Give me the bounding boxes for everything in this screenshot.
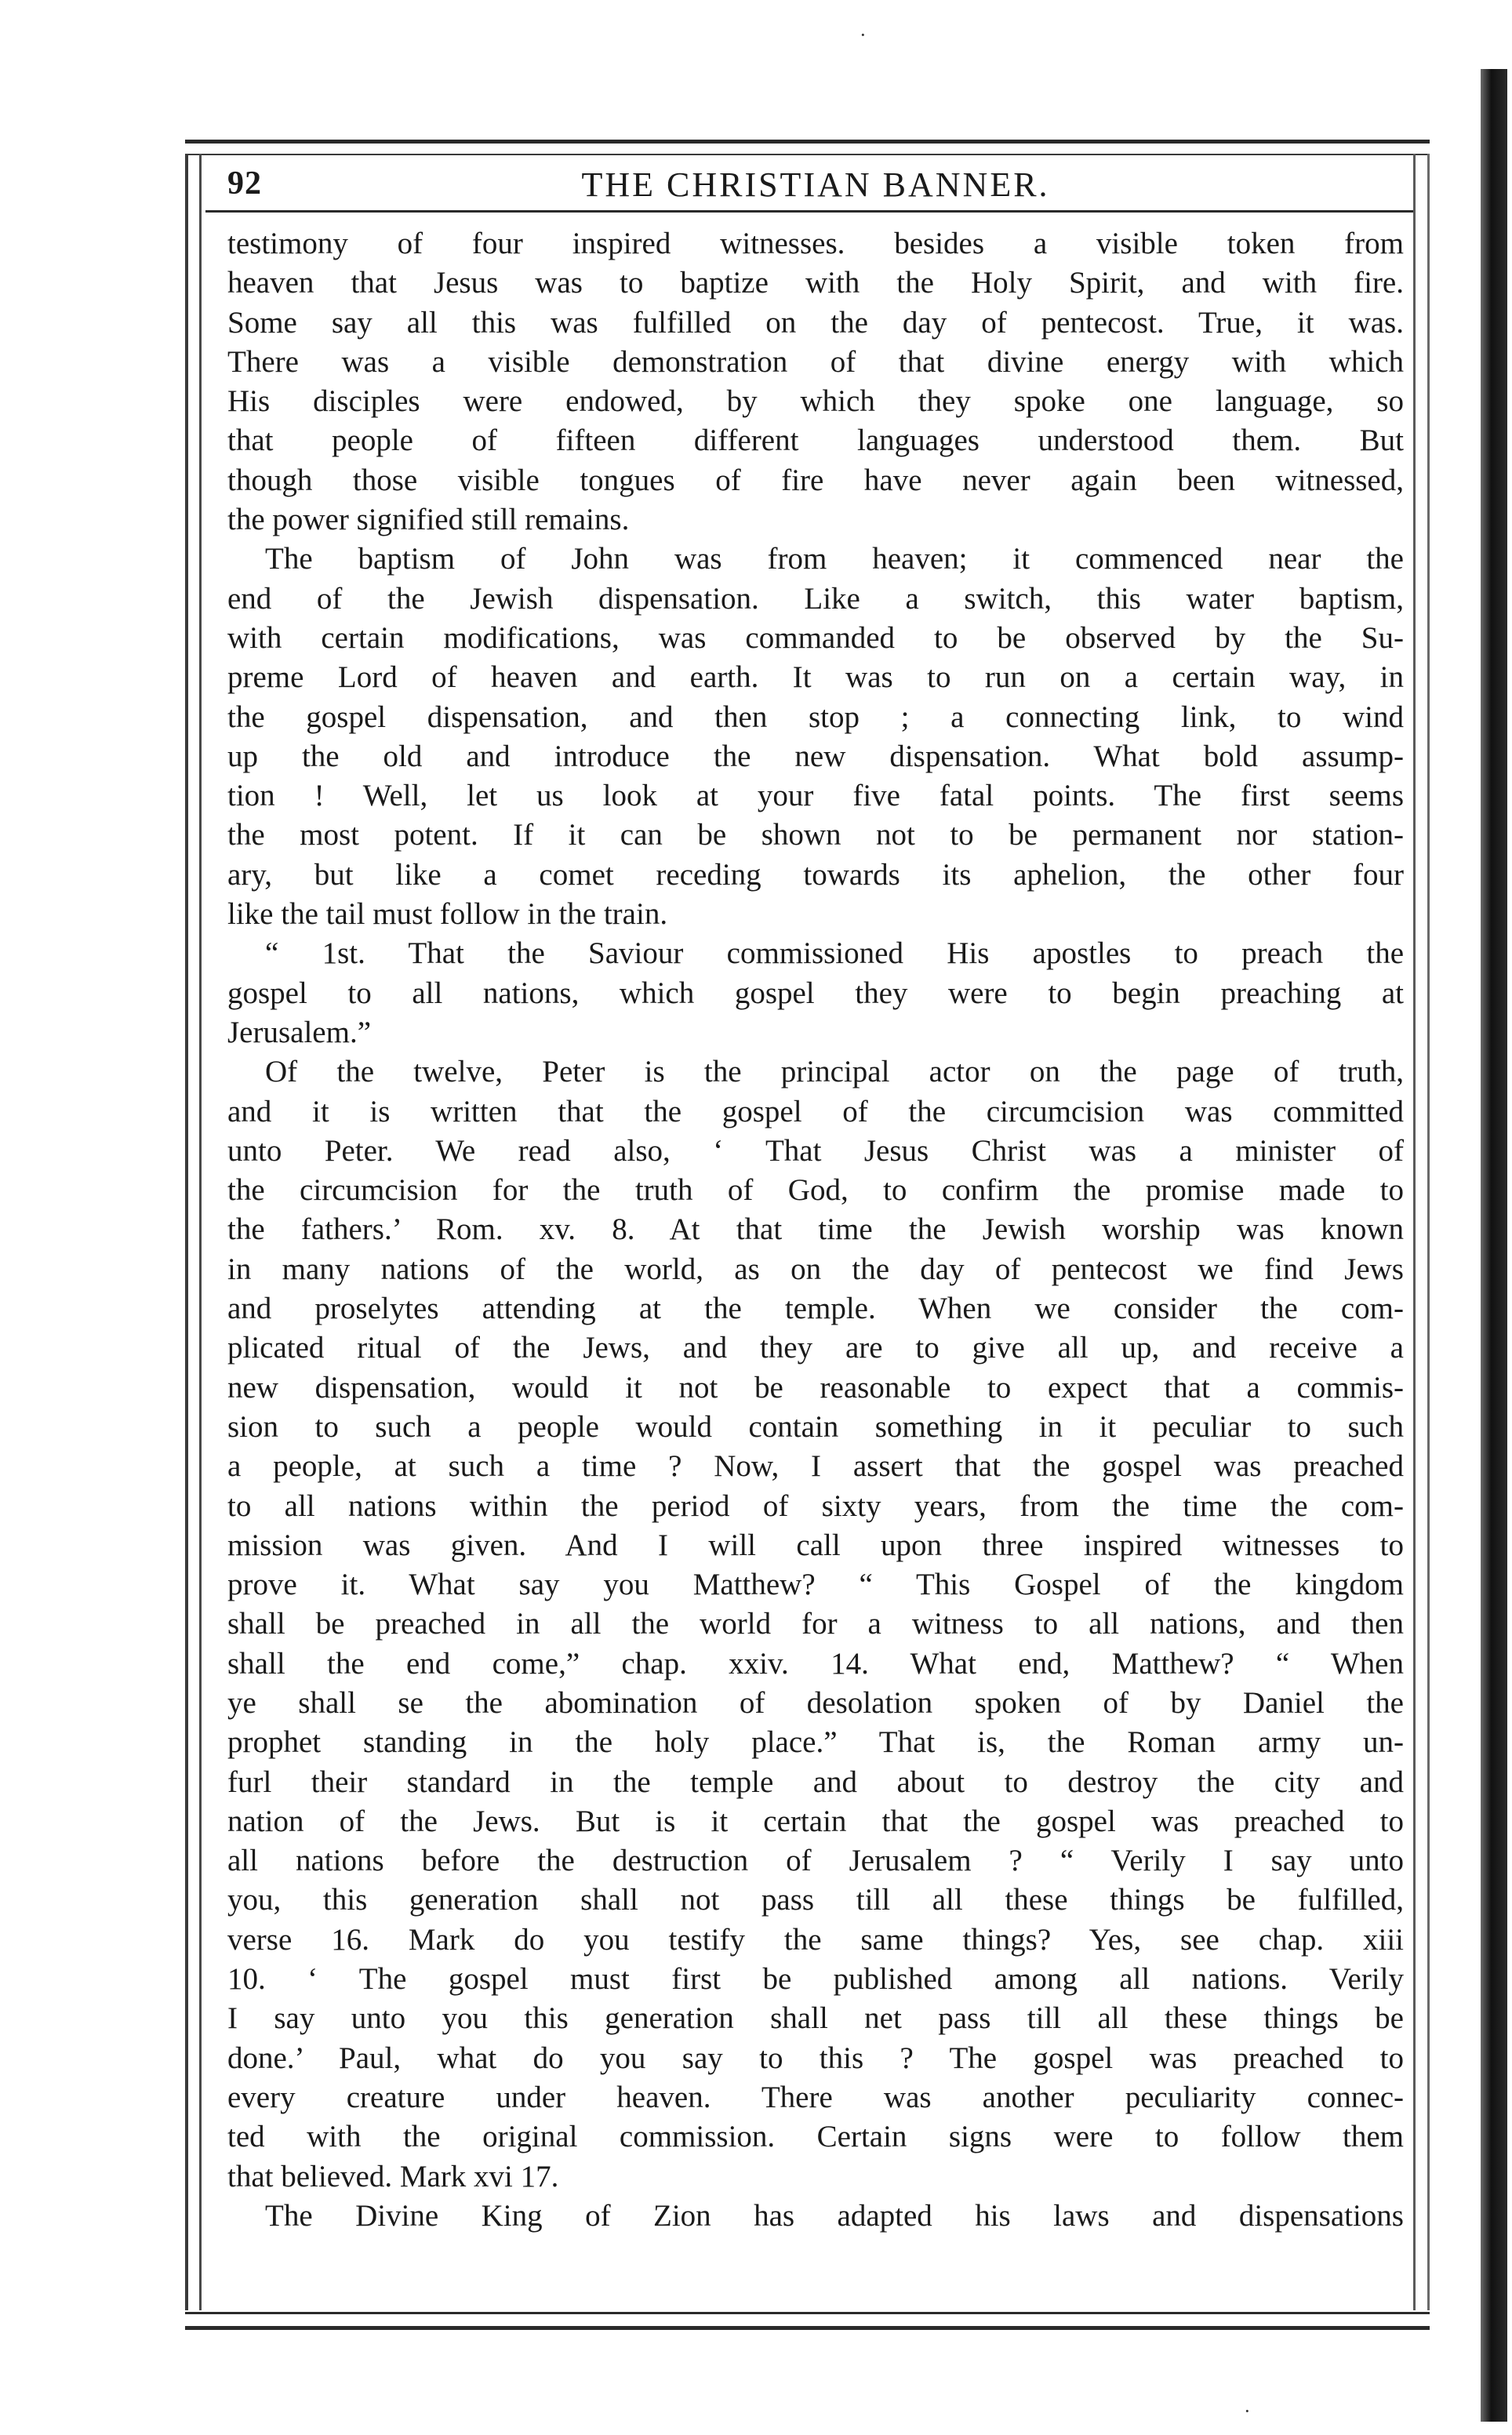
- text-line: plicated ritual of the Jews, and they are to give all up, and receive a: [227, 1331, 1404, 1365]
- text-line: the most potent. If it can be shown not to be permanent nor station-: [227, 818, 1404, 852]
- text-line: mission was given. And I will call upon three inspired witnesses to: [227, 1528, 1404, 1562]
- right-border-rule-inner: [1413, 154, 1416, 2310]
- text-line: Of the twelve, Peter is the principal actor on the page of truth,: [265, 1055, 1404, 1089]
- text-line: The Divine King of Zion has adapted his laws and dispensations: [265, 2198, 1404, 2233]
- bottom-border-rule-inner: [185, 2312, 1430, 2314]
- text-line: the fathers.’ Rom. xv. 8. At that time the Jewish worship was known: [227, 1212, 1404, 1247]
- text-line: There was a visible demonstration of that divine energy with which: [227, 344, 1404, 379]
- text-line: testimony of four inspired witnesses. besides a visible token from: [227, 227, 1404, 260]
- right-border-rule: [1427, 154, 1430, 2310]
- text-line: Jerusalem.”: [227, 1015, 372, 1049]
- text-line: and it is written that the gospel of the circumcision was committed: [227, 1094, 1404, 1128]
- page-number: 92: [227, 165, 262, 202]
- text-line: up the old and introduce the new dispensation. What bold assump-: [227, 739, 1404, 773]
- text-line: every creature under heaven. There was another peculiarity connec-: [227, 2080, 1404, 2114]
- text-line: a people, at such a time ? Now, I assert that the gospel was preached: [227, 1449, 1404, 1484]
- text-line: that people of fifteen different languages understood them. But: [227, 423, 1404, 458]
- text-line: heaven that Jesus was to baptize with the Holy Spirit, and with fire.: [227, 266, 1404, 300]
- text-line: prophet standing in the holy place.” That is, the Roman army un-: [227, 1725, 1404, 1760]
- book-spine-shadow: [1481, 69, 1507, 2422]
- bottom-border-rule: [185, 2326, 1430, 2330]
- text-line: I say unto you this generation shall net pass till all these things be: [227, 2001, 1404, 2036]
- text-line: ye shall se the abomination of desolation spoken of by Daniel the: [227, 1685, 1404, 1720]
- speck: ·: [1244, 2400, 1251, 2422]
- text-line: all nations before the destruction of Jerusalem ? “ Verily I say unto: [227, 1844, 1404, 1878]
- text-line: preme Lord of heaven and earth. It was to run on a certain way, in: [227, 660, 1404, 695]
- left-border-rule-inner: [199, 154, 202, 2310]
- text-line: Some say all this was fulfilled on the day of pentecost. True, it was.: [227, 305, 1404, 340]
- text-line: in many nations of the world, as on the day of pentecost we find Jews: [227, 1252, 1404, 1286]
- text-line: the gospel dispensation, and then stop ; a connecting link, to wind: [227, 700, 1404, 734]
- text-line: with certain modifications, was commanded to be observed by the Su-: [227, 620, 1404, 655]
- text-line: like the tail must follow in the train.: [227, 897, 668, 932]
- text-line: sion to such a people would contain something in it peculiar to such: [227, 1409, 1404, 1444]
- text-line: 10. ‘ The gospel must first be published among all nations. Verily: [227, 1962, 1404, 1997]
- text-line: though those visible tongues of fire have never again been witnessed,: [227, 463, 1404, 497]
- top-border-rule-inner: [185, 154, 1430, 155]
- text-line: the power signified still remains.: [227, 503, 630, 537]
- text-line: new dispensation, would it not be reasonable to expect that a commis-: [227, 1370, 1404, 1405]
- text-line: His disciples were endowed, by which they spoke one language, so: [227, 384, 1404, 419]
- text-line: end of the Jewish dispensation. Like a switch, this water baptism,: [227, 581, 1404, 616]
- text-line: that believed. Mark xvi 17.: [227, 2159, 559, 2193]
- text-line: gospel to all nations, which gospel they were to begin preaching at: [227, 976, 1404, 1010]
- text-line: prove it. What say you Matthew? “ This Gospel of the kingdom: [227, 1568, 1404, 1602]
- text-line: “ 1st. That the Saviour commissioned His apostles to preach the: [265, 936, 1404, 971]
- header-rule: [205, 210, 1413, 213]
- text-line: and proselytes attending at the temple. When we consider the com-: [227, 1292, 1404, 1326]
- page-header: [227, 160, 1404, 207]
- text-line: nation of the Jews. But is it certain that the gospel was preached to: [227, 1804, 1404, 1838]
- text-line: furl their standard in the temple and about to destroy the city and: [227, 1764, 1404, 1799]
- text-line: The baptism of John was from heaven; it commenced near the: [265, 542, 1404, 576]
- running-title: THE CHRISTIAN BANNER.: [581, 165, 1050, 204]
- text-line: shall the end come,” chap. xxiv. 14. What end, Matthew? “ When: [227, 1646, 1404, 1681]
- text-line: done.’ Paul, what do you say to this ? The gospel was preached to: [227, 2041, 1404, 2075]
- speck: ·: [860, 24, 867, 46]
- text-line: shall be preached in all the world for a witness to all nations, and then: [227, 1607, 1404, 1641]
- text-line: ted with the original commission. Certain signs were to follow them: [227, 2120, 1404, 2154]
- text-line: unto Peter. We read also, ‘ That Jesus Christ was a minister of: [227, 1133, 1404, 1168]
- text-line: ary, but like a comet receding towards its aphelion, the other four: [227, 857, 1404, 892]
- text-line: tion ! Well, let us look at your five fatal points. The first seems: [227, 779, 1404, 813]
- text-line: the circumcision for the truth of God, to confirm the promise made to: [227, 1173, 1404, 1208]
- text-line: you, this generation shall not pass till all these things be fulfilled,: [227, 1883, 1404, 1917]
- text-line: to all nations within the period of sixty years, from the time the com-: [227, 1488, 1404, 1523]
- left-border-rule: [185, 154, 188, 2310]
- top-border-rule: [185, 140, 1430, 144]
- text-line: verse 16. Mark do you testify the same things? Yes, see chap. xiii: [227, 1922, 1404, 1957]
- article-body: [227, 224, 1404, 2236]
